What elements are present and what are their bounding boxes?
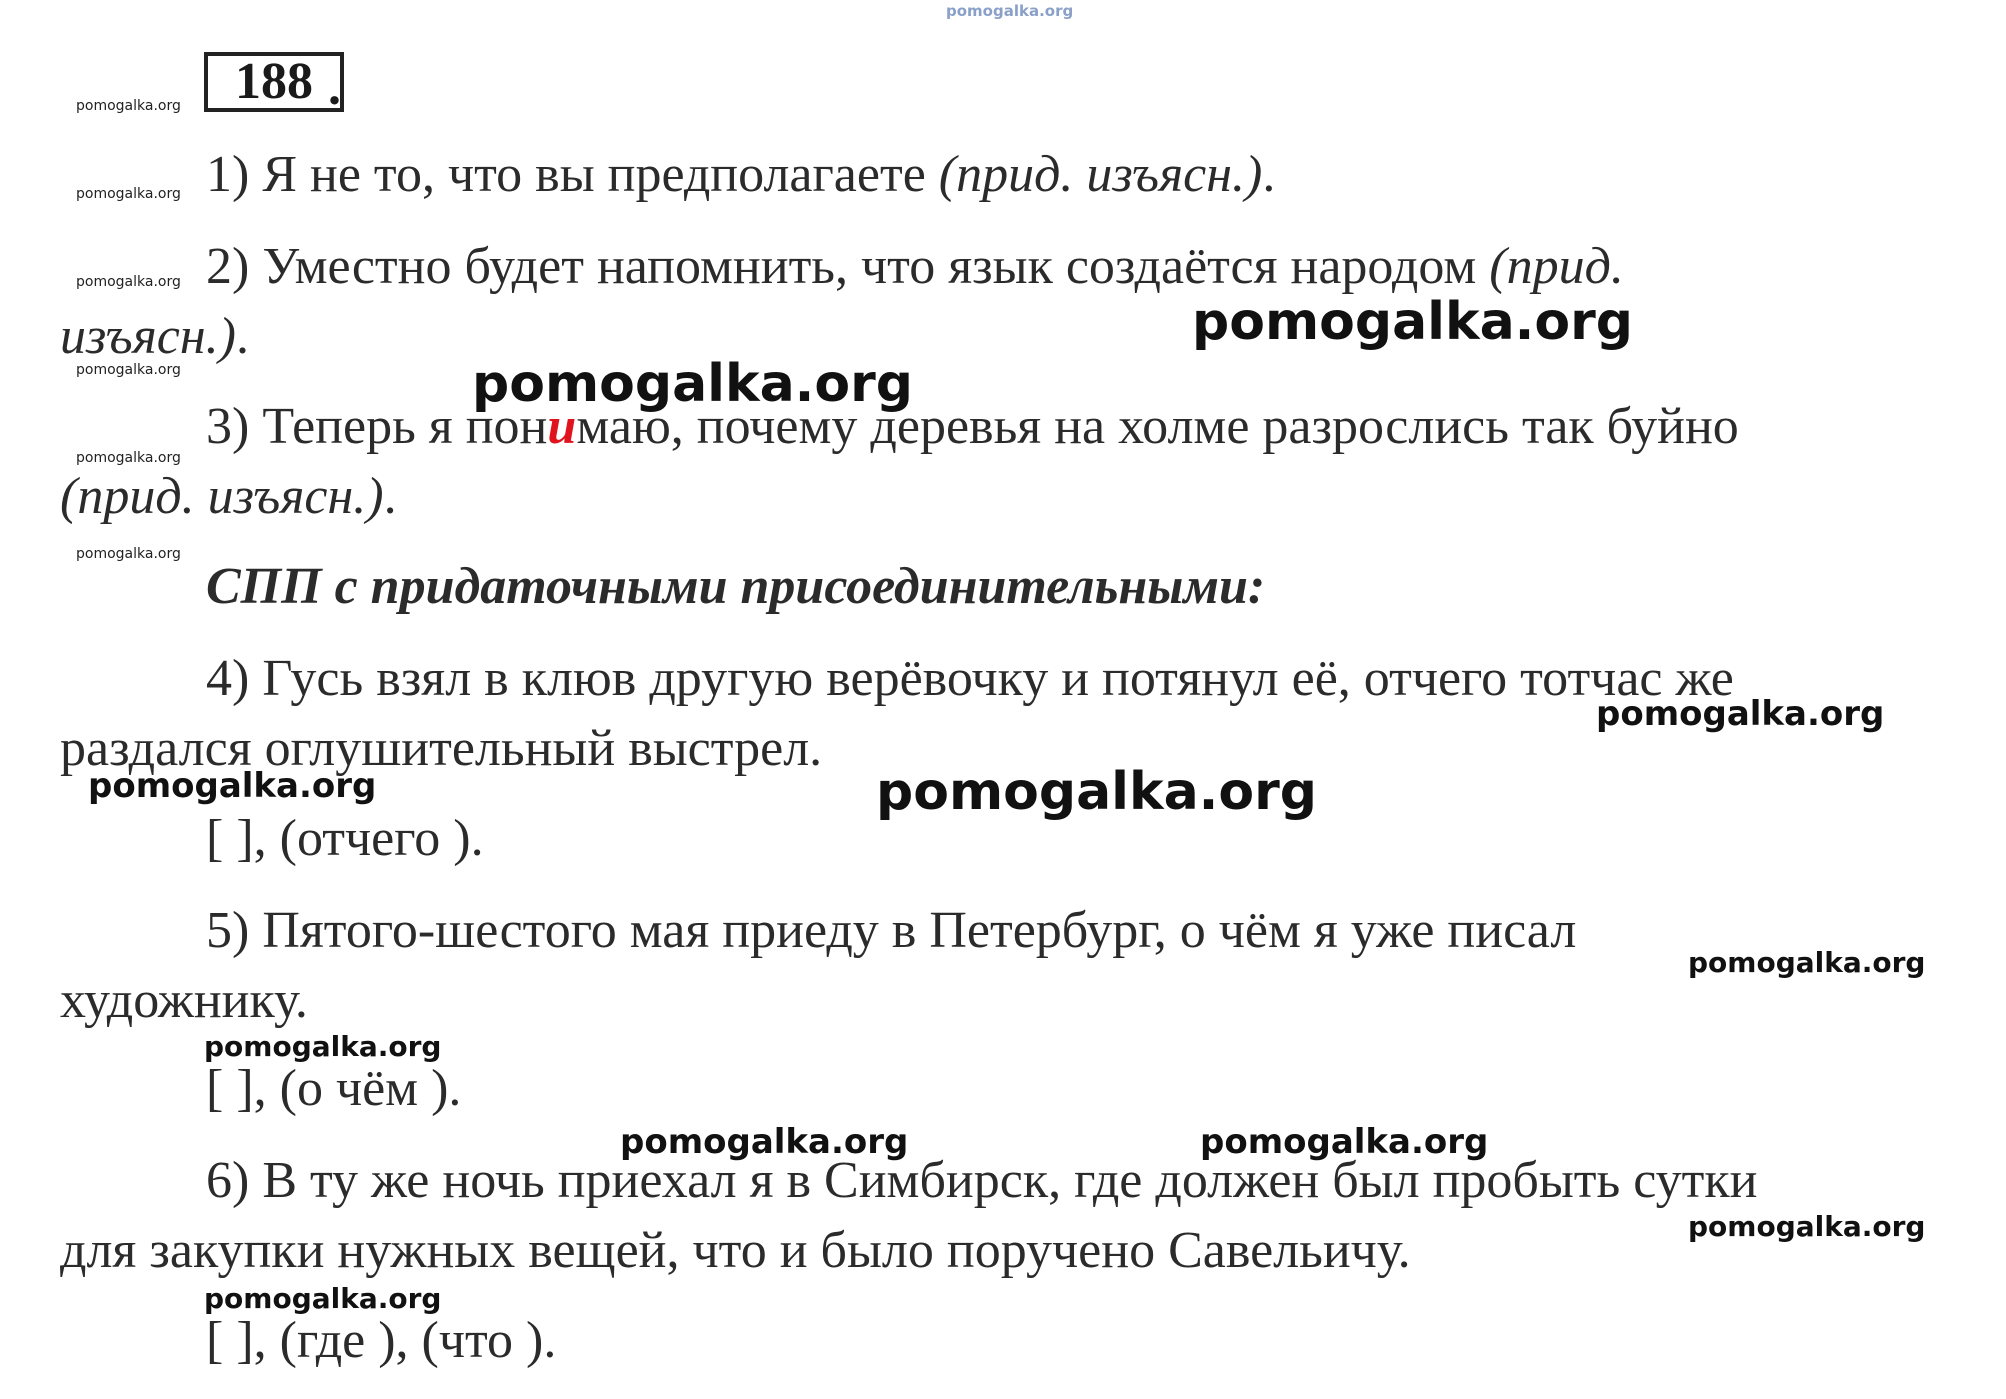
sentence-2-cont: [60, 306, 249, 368]
watermark-small: pomogalka.org: [76, 186, 181, 202]
sentence-5-cont: художнику.: [60, 972, 308, 1029]
scheme-5: [ ], (о чём ).: [206, 1060, 462, 1117]
exercise-number: 188: [204, 52, 344, 112]
watermark-small: pomogalka.org: [76, 98, 181, 114]
sentence-1-note: (прид. изъясн.): [938, 146, 1263, 203]
watermark-small: pomogalka.org: [76, 274, 181, 290]
sentence-2-note: (прид.: [1489, 238, 1624, 295]
watermark-small-bold: pomogalka.org: [1688, 946, 1926, 979]
watermark-top: pomogalka.org: [946, 2, 1074, 20]
watermark-large: pomogalka.org: [472, 354, 914, 414]
sentence-1: [206, 144, 1275, 206]
watermark-medium: pomogalka.org: [1200, 1122, 1489, 1162]
sentence-3: [206, 396, 1739, 458]
sentence-4-cont: раздался оглушительный выстрел.: [60, 720, 823, 777]
watermark-small: pomogalka.org: [76, 546, 181, 562]
section-heading: СПП с придаточными присоединительными:: [206, 558, 1266, 615]
sentence-1-end: .: [1262, 146, 1276, 203]
watermark-medium: pomogalka.org: [88, 766, 377, 806]
sentence-3-end: .: [383, 468, 397, 525]
sentence-6-cont: для закупки нужных вещей, что и было поручено Савельичу.: [60, 1222, 1411, 1279]
watermark-small-bold: pomogalka.org: [204, 1282, 442, 1315]
watermark-small: pomogalka.org: [76, 362, 181, 378]
scheme-6: [ ], (где ), (что ).: [206, 1312, 557, 1369]
sentence-3-cont: [60, 466, 397, 528]
sentence-2-note-cont: изъясн.): [60, 308, 236, 365]
sentence-3-note: (прид. изъясн.): [60, 468, 384, 525]
sentence-5: 5) Пятого-шестого мая приеду в Петербург, о чём я уже писал: [206, 902, 1577, 959]
sentence-3-text-b: маю, почему деревья на холме разрослись так буйно: [576, 398, 1739, 455]
watermark-large: pomogalka.org: [876, 762, 1318, 822]
sentence-6: 6) В ту же ночь приехал я в Симбирск, где должен был пробыть сутки: [206, 1152, 1758, 1209]
watermark-small-bold: pomogalka.org: [204, 1030, 442, 1063]
watermark-large: pomogalka.org: [1192, 292, 1634, 352]
sentence-3-highlight: и: [547, 398, 577, 455]
sentence-2-text: 2) Уместно будет напомнить, что язык создаётся народом: [206, 238, 1490, 295]
sentence-3-text-a: 3) Теперь я пон: [206, 398, 548, 455]
sentence-2-end: .: [235, 308, 249, 365]
scheme-4: [ ], (отчего ).: [206, 810, 484, 867]
sentence-2: [206, 236, 1624, 298]
watermark-small-bold: pomogalka.org: [1688, 1210, 1926, 1243]
watermark-medium: pomogalka.org: [1596, 694, 1885, 734]
watermark-medium: pomogalka.org: [620, 1122, 909, 1162]
exercise-number-dot: .: [328, 59, 341, 116]
sentence-4: 4) Гусь взял в клюв другую верёвочку и потянул её, отчего тотчас же: [206, 650, 1734, 707]
sentence-1-text: 1) Я не то, что вы предполагаете: [206, 146, 939, 203]
watermark-small: pomogalka.org: [76, 450, 181, 466]
